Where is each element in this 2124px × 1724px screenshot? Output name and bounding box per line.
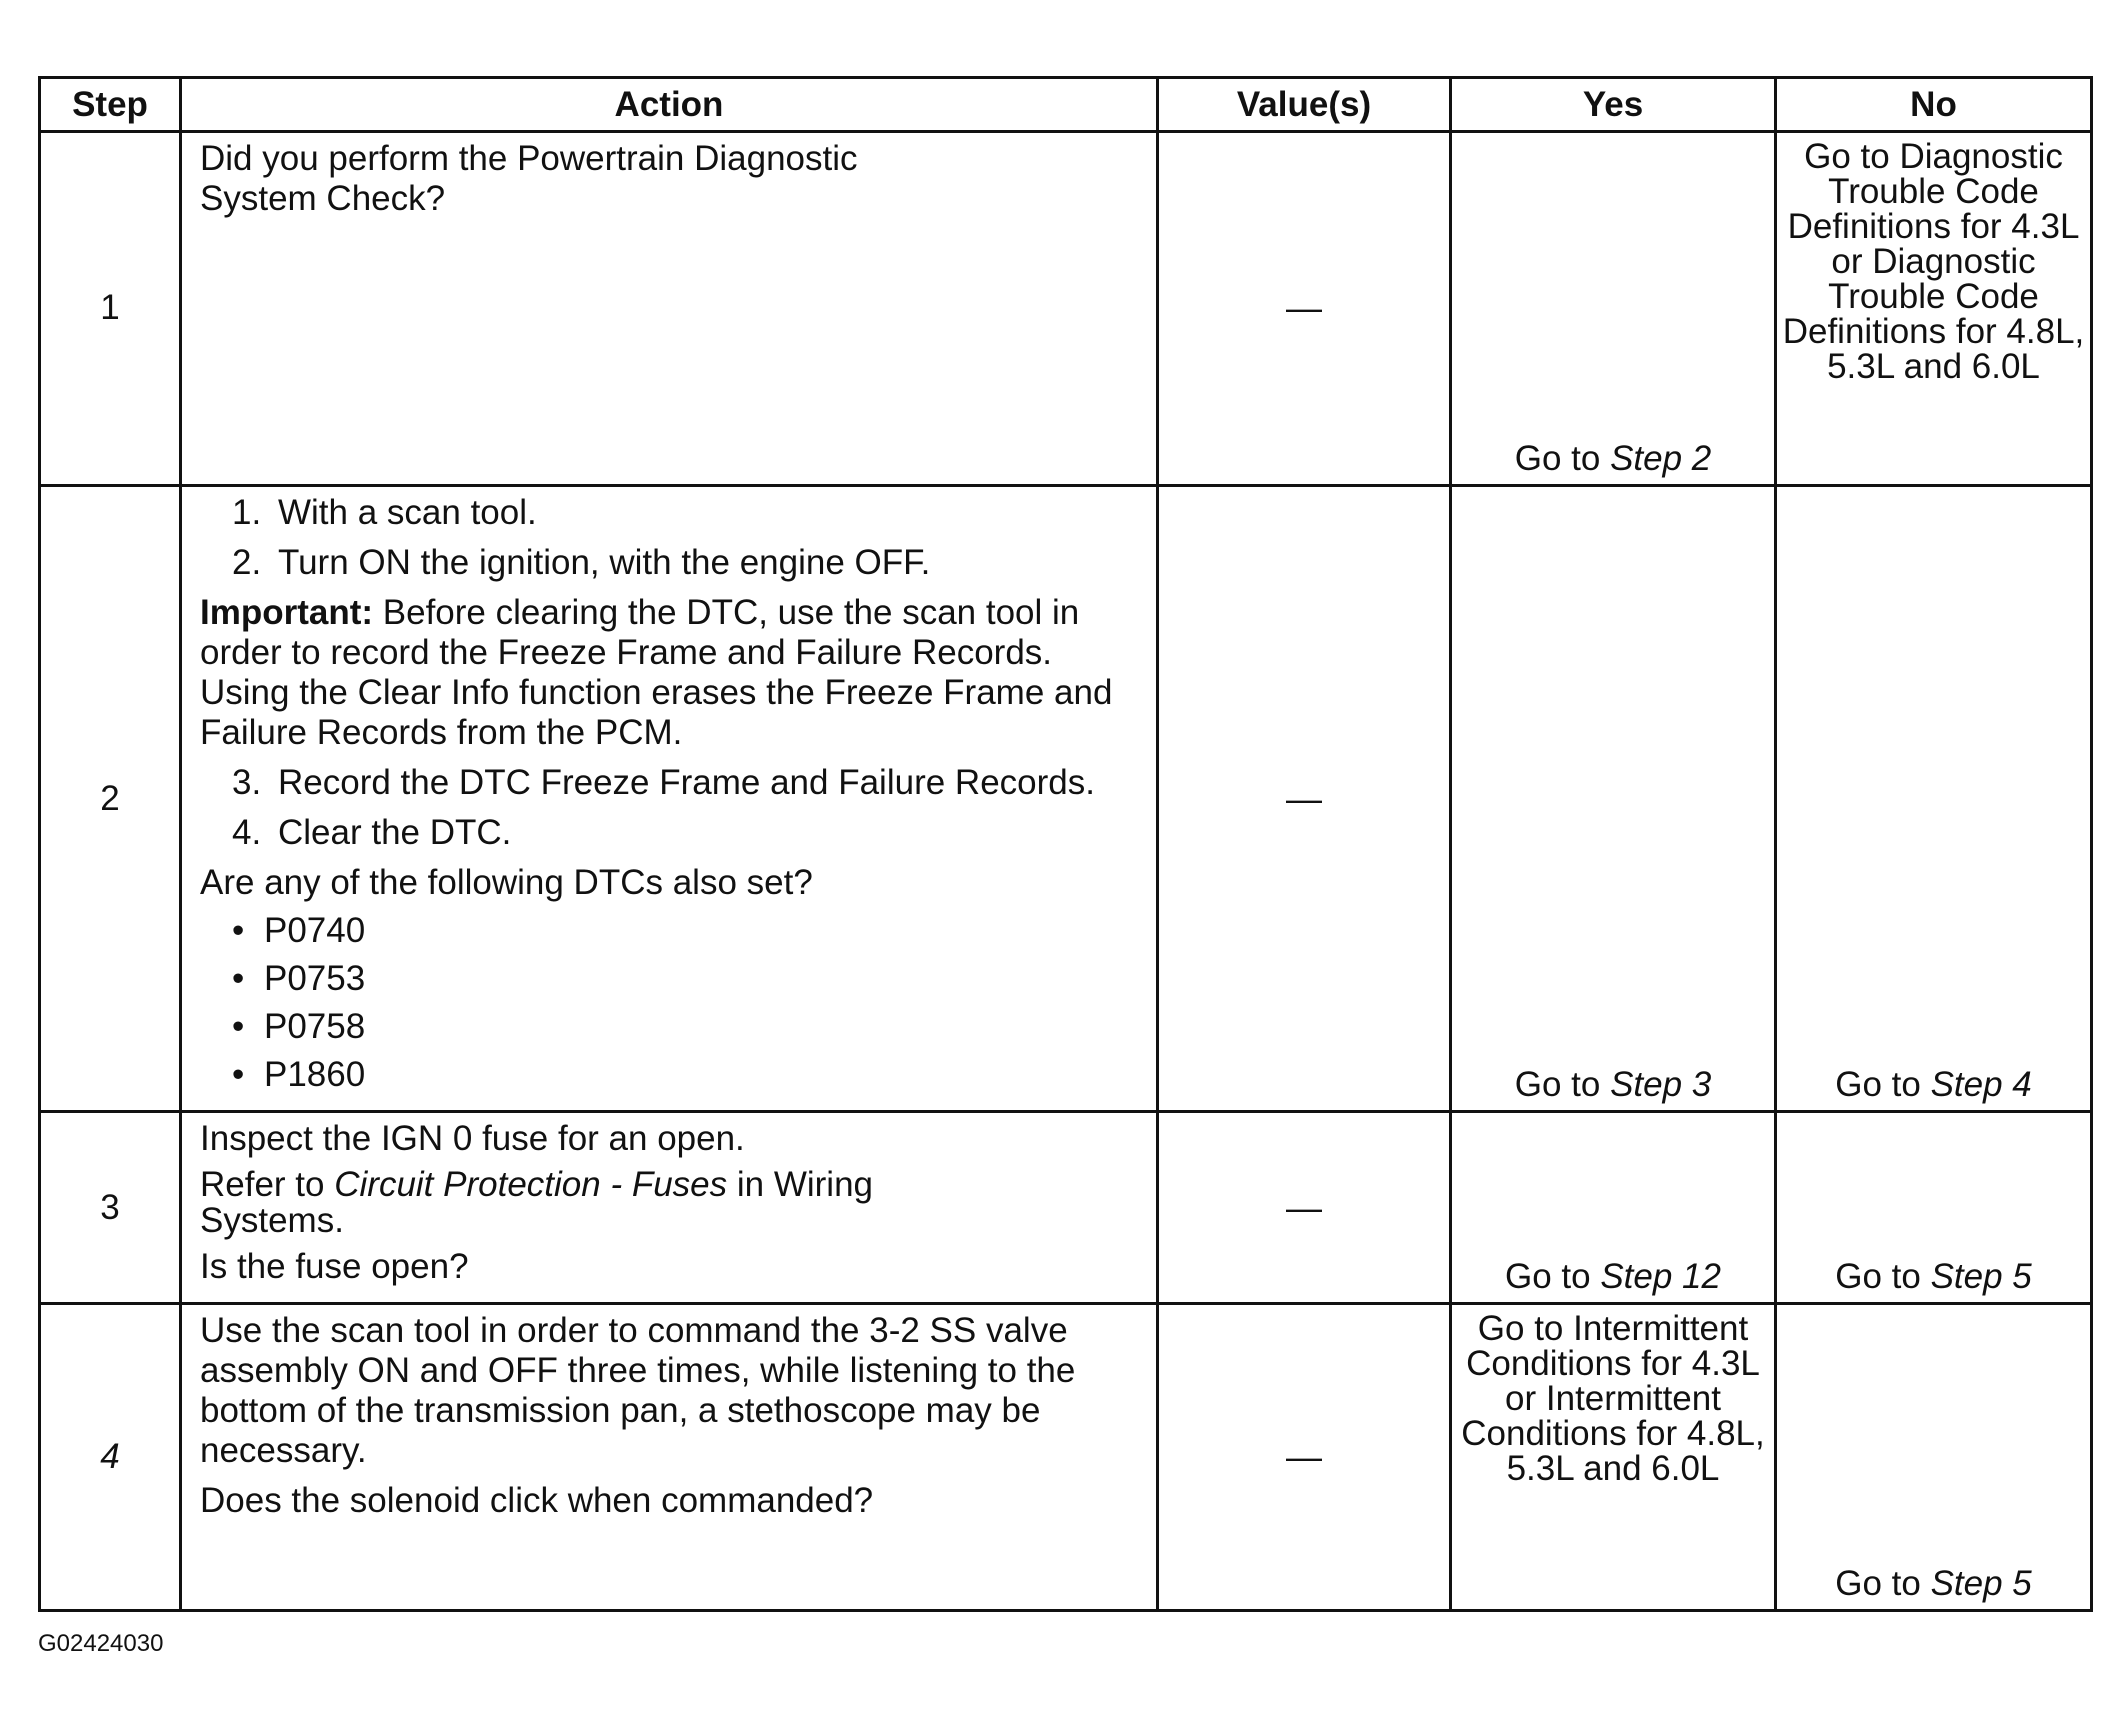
yes-goto[interactable]: Go to Intermittent Conditions for 4.3L or Intermittent Conditions for 4.8L, 5.3L and 6.0L [1461, 1309, 1765, 1489]
no-goto[interactable]: Go to Diagnostic Trouble Code Definitions for 4.3L or Diagnostic Trouble Code Definitions for 4.8L, 5.3L and 6.0L [1782, 137, 2085, 386]
value-cell: — [1158, 132, 1451, 486]
table-row [40, 132, 2092, 486]
action-question: Does the solenoid click when commanded? [200, 1481, 874, 1521]
value-cell: — [1158, 485, 1451, 1111]
table-row [40, 1112, 2092, 1304]
procedure-step: 4. Clear the DTC. [232, 812, 512, 852]
no-cell [1776, 485, 2092, 1111]
dtc-item: • P0753 [232, 958, 366, 998]
procedure-steps [200, 763, 1138, 853]
no-cell [1776, 1304, 2092, 1611]
no-cell [1776, 132, 2092, 486]
action-cell [181, 485, 1158, 1111]
header-values: Value(s) [1158, 78, 1451, 132]
action-question: Did you perform the Powertrain Diagnostic System Check? [200, 139, 858, 218]
yes-cell [1451, 485, 1776, 1111]
yes-cell [1451, 132, 1776, 486]
no-cell [1776, 1112, 2092, 1304]
dtc-list [200, 907, 1138, 1099]
yes-goto[interactable]: Go to Step 12 [1505, 1257, 1721, 1297]
step-number: 1 [40, 132, 181, 486]
yes-cell [1451, 1304, 1776, 1611]
action-reference: Refer to Circuit Protection - Fuses in Wiring Systems. [200, 1165, 874, 1241]
no-goto[interactable]: Go to Step 5 [1835, 1257, 2032, 1297]
action-cell [181, 132, 1158, 486]
no-goto[interactable]: Go to Step 5 [1835, 1564, 2032, 1603]
yes-cell [1451, 1112, 1776, 1304]
diagnostic-table [38, 76, 2093, 1612]
table-row [40, 1304, 2092, 1611]
procedure-steps [200, 493, 1138, 583]
step-number: 3 [40, 1112, 181, 1304]
step-number: 4 [40, 1304, 181, 1611]
no-goto[interactable]: Go to Step 4 [1835, 1065, 2032, 1105]
important-note: Important: Before clearing the DTC, use the scan tool in order to record the Freeze Frame and Failure Records. Using the Clear Info function erases the Freeze Frame and Failure Records from the PCM. [200, 592, 1113, 752]
dtc-item: • P0758 [232, 1006, 366, 1046]
step-number: 2 [40, 485, 181, 1111]
action-line: Inspect the IGN 0 fuse for an open. [200, 1119, 745, 1159]
header-action: Action [181, 78, 1158, 132]
action-question: Is the fuse open? [200, 1247, 469, 1287]
header-no: No [1776, 78, 2092, 132]
header-yes: Yes [1451, 78, 1776, 132]
procedure-step: 1. With a scan tool. [232, 492, 537, 532]
header-row [40, 78, 2092, 132]
action-cell [181, 1112, 1158, 1304]
reference-link[interactable]: Circuit Protection - Fuses [334, 1165, 728, 1205]
action-cell [181, 1304, 1158, 1611]
value-cell: — [1158, 1304, 1451, 1611]
procedure-step: 2. Turn ON the ignition, with the engine OFF. [232, 542, 931, 582]
table-row [40, 485, 2092, 1111]
action-question: Are any of the following DTCs also set? [200, 862, 813, 902]
figure-id: G02424030 [38, 1630, 164, 1657]
dtc-item: • P0740 [232, 910, 366, 950]
yes-goto[interactable]: Go to Step 3 [1514, 1065, 1712, 1105]
action-text: Use the scan tool in order to command the 3-2 SS valve assembly ON and OFF three times, while listening to the bottom of the transmission pan, a stethoscope may be necessary. [200, 1311, 1076, 1471]
yes-goto[interactable]: Go to Step 2 [1514, 438, 1712, 478]
procedure-step: 3. Record the DTC Freeze Frame and Failure Records. [232, 762, 1095, 802]
dtc-item: • P1860 [232, 1054, 366, 1094]
value-cell: — [1158, 1112, 1451, 1304]
header-step: Step [40, 78, 181, 132]
